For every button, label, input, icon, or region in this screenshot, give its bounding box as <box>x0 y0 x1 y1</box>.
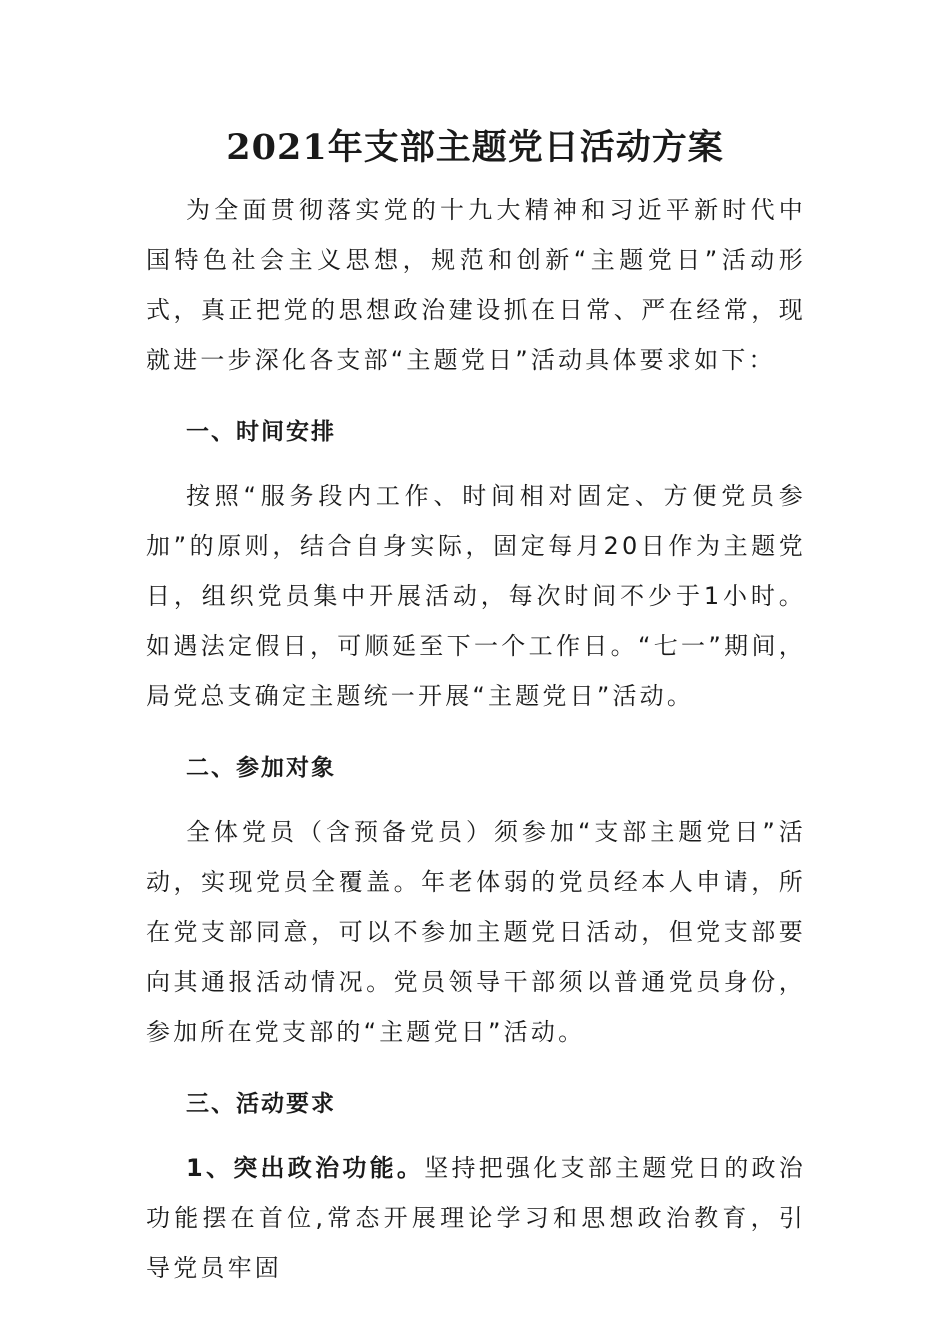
requirement-item-body: 坚持把强化支部主题党日的政治功能摆在首位,常态开展理论学习和思想政治教育，引导党员牢固 <box>146 1154 806 1282</box>
spacer <box>146 1129 806 1143</box>
spacer <box>146 721 806 743</box>
spacer <box>146 385 806 407</box>
section-heading-requirements: 三、活动要求 <box>186 1091 336 1117</box>
spacer <box>146 457 806 471</box>
document-body <box>146 185 806 1293</box>
section-paragraph-participants: 全体党员（含预备党员）须参加“支部主题党日”活动，实现党员全覆盖。年老体弱的党员经本人申请，所在党支部同意，可以不参加主题党日活动，但党支部要向其通报活动情况。党员领导干部须以普通党员身份，参加所在党支部的“主题党日”活动。 <box>146 818 806 1046</box>
document-title: 2021年支部主题党日活动方案 <box>226 127 724 168</box>
spacer <box>146 793 806 807</box>
section-heading-participants: 二、参加对象 <box>186 755 336 781</box>
section-heading-schedule: 一、时间安排 <box>186 419 336 445</box>
section-paragraph-schedule: 按照“服务段内工作、时间相对固定、方便党员参加”的原则，结合自身实际，固定每月20日作为主题党日，组织党员集中开展活动，每次时间不少于1小时。如遇法定假日，可顺延至下一个工作日。“七一”期间，局党总支确定主题统一开展“主题党日”活动。 <box>146 482 806 710</box>
requirement-item-lead: 1、突出政治功能。 <box>186 1154 425 1182</box>
spacer <box>146 1057 806 1079</box>
intro-paragraph: 为全面贯彻落实党的十九大精神和习近平新时代中国特色社会主义思想，规范和创新“主题党日”活动形式，真正把党的思想政治建设抓在日常、严在经常，现就进一步深化各支部“主题党日”活动具体要求如下： <box>146 196 806 374</box>
requirement-item-paragraph <box>146 1143 806 1293</box>
